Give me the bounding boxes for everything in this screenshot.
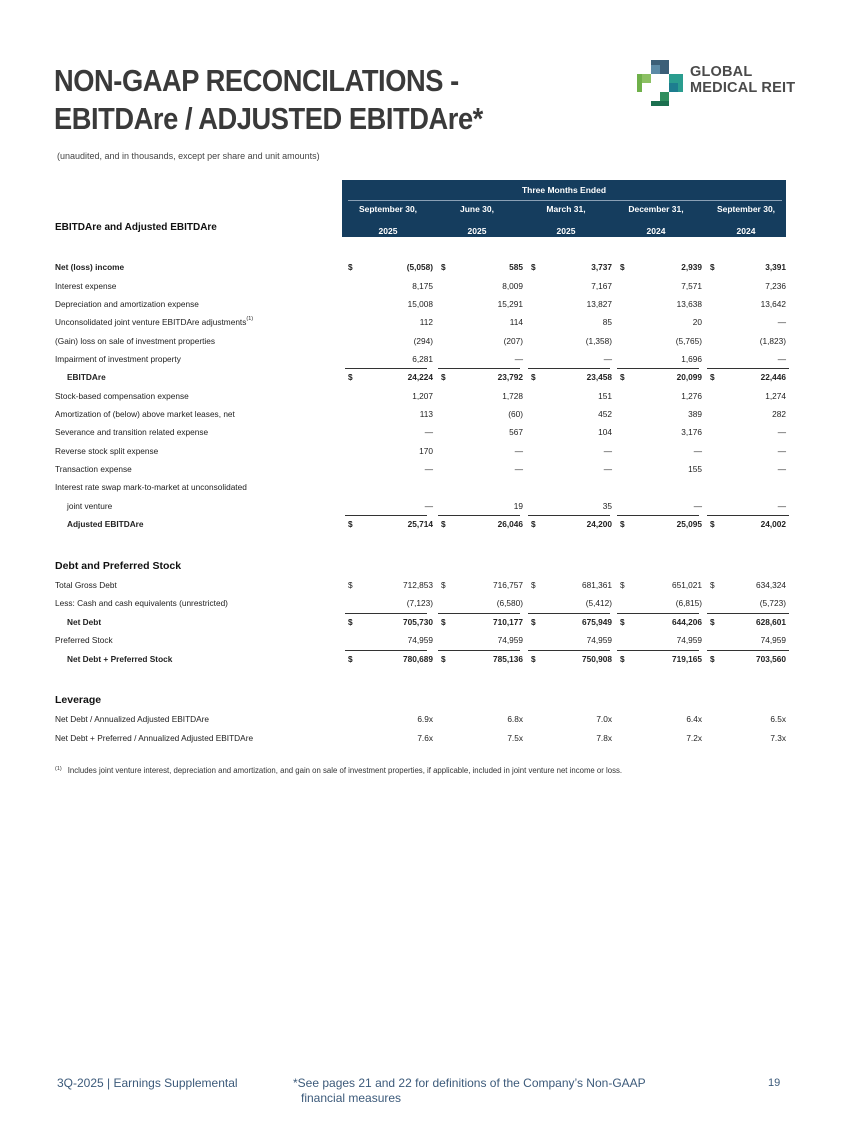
currency-symbol: $	[710, 372, 715, 382]
cell-value: 681,361	[582, 580, 612, 590]
cell-value: 25,714	[407, 519, 433, 529]
row-label	[55, 259, 124, 275]
cell-value: —	[424, 427, 433, 437]
column-header-year: 2025	[556, 226, 576, 236]
cell-value: —	[777, 501, 786, 511]
table-header-period: Three Months Ended	[521, 185, 607, 195]
currency-symbol: $	[348, 654, 353, 664]
cell-value: 1,696	[681, 354, 702, 364]
cell-value: —	[514, 464, 523, 474]
logo-line-2: MEDICAL REIT	[690, 80, 796, 96]
row-label	[55, 351, 181, 367]
row-label	[55, 577, 117, 593]
table-row	[55, 443, 786, 459]
section-title-leverage: Leverage	[55, 694, 102, 706]
currency-symbol: $	[531, 262, 536, 272]
cell-value: (207)	[503, 336, 523, 346]
cell-value: 7.3x	[770, 733, 786, 743]
cell-value: (7,123)	[406, 598, 433, 608]
currency-symbol: $	[441, 617, 446, 627]
cell-value: —	[777, 464, 786, 474]
cell-value: 644,206	[672, 617, 702, 627]
currency-symbol: $	[710, 519, 715, 529]
cell-value: 25,095	[676, 519, 702, 529]
cell-value: 35	[602, 501, 612, 511]
footer-note	[293, 1076, 646, 1106]
cell-value: 74,959	[676, 635, 702, 645]
cell-value: 585	[509, 262, 523, 272]
column-header	[433, 203, 521, 247]
cell-value: 1,274	[765, 391, 786, 401]
table-row	[55, 711, 786, 727]
table-header-rule	[348, 200, 782, 201]
currency-symbol: $	[441, 519, 446, 529]
row-label-text: Net (loss) income	[55, 262, 125, 272]
cell-value: 7,571	[681, 281, 702, 291]
cell-value: —	[777, 354, 786, 364]
cell-value: 112	[419, 317, 433, 327]
cell-value: 1,207	[412, 391, 433, 401]
title-line-2: EBITDAre / ADJUSTED EBITDAre*	[54, 101, 483, 136]
footnote-marker: (1)	[55, 766, 62, 772]
currency-symbol: $	[710, 262, 715, 272]
cell-value: 7.2x	[686, 733, 702, 743]
column-header	[702, 203, 790, 247]
table-row	[55, 424, 786, 440]
currency-symbol: $	[348, 580, 353, 590]
row-label	[55, 632, 113, 648]
cell-value: 675,949	[582, 617, 612, 627]
cell-value: 7,236	[765, 281, 786, 291]
row-label	[55, 730, 253, 746]
column-header-year: 2025	[378, 226, 398, 236]
row-label	[55, 314, 253, 330]
cell-value: —	[603, 354, 612, 364]
row-label-text: Amortization of (below) above market leases, net	[55, 409, 235, 419]
currency-symbol: $	[710, 617, 715, 627]
row-label	[55, 333, 215, 349]
cell-value: 785,136	[493, 654, 523, 664]
row-label	[55, 461, 132, 477]
row-label	[55, 479, 247, 495]
cell-value: 1,728	[502, 391, 523, 401]
cell-value: 716,757	[493, 580, 523, 590]
table-row	[55, 730, 786, 746]
cell-value: 750,908	[582, 654, 612, 664]
table-row	[55, 351, 786, 367]
title-line-1: NON-GAAP RECONCILATIONS -	[54, 63, 459, 98]
column-header	[344, 203, 432, 247]
cell-value: 155	[688, 464, 702, 474]
cell-value: 13,638	[676, 299, 702, 309]
currency-symbol: $	[531, 654, 536, 664]
currency-symbol: $	[620, 519, 625, 529]
cell-value: 7.6x	[417, 733, 433, 743]
currency-symbol: $	[620, 617, 625, 627]
row-label-text: joint venture	[67, 501, 113, 511]
row-label-text: Unconsolidated joint venture EBITDAre adjustments	[55, 317, 247, 327]
cell-value: —	[777, 446, 786, 456]
row-label-text: EBITDAre	[67, 372, 106, 382]
cell-value: 23,458	[586, 372, 612, 382]
cell-value: (1,823)	[759, 336, 786, 346]
column-header-date: June 30,	[459, 204, 495, 214]
table-row	[55, 577, 786, 593]
table-row	[55, 296, 786, 312]
row-label	[55, 711, 209, 727]
cell-value: —	[777, 317, 786, 327]
cell-value: 3,391	[765, 262, 786, 272]
cell-value: 20,099	[676, 372, 702, 382]
row-label-text: Adjusted EBITDAre	[67, 519, 144, 529]
table-row	[55, 595, 786, 611]
table-row	[55, 498, 786, 514]
table-row	[55, 479, 786, 495]
column-header-date: September 30,	[716, 204, 776, 214]
cell-value: 628,601	[756, 617, 786, 627]
cell-value: 23,792	[497, 372, 523, 382]
footnote-ref: (1)	[246, 316, 254, 322]
table-row	[55, 406, 786, 422]
page-number: 19	[768, 1077, 781, 1089]
cell-value: 20	[692, 317, 702, 327]
currency-symbol: $	[348, 519, 353, 529]
column-header-year: 2025	[467, 226, 487, 236]
cell-value: 705,730	[403, 617, 433, 627]
currency-symbol: $	[620, 580, 625, 590]
cell-value: 8,175	[412, 281, 433, 291]
row-label	[55, 595, 228, 611]
cell-value: 104	[598, 427, 612, 437]
cell-value: 6,281	[412, 354, 433, 364]
cell-value: 15,291	[497, 299, 523, 309]
cell-value: 6.9x	[417, 714, 433, 724]
cell-value: (5,058)	[406, 262, 433, 272]
cell-value: 2,939	[681, 262, 702, 272]
cell-value: 8,009	[502, 281, 523, 291]
table-row	[55, 632, 786, 648]
cell-value: 3,176	[681, 427, 702, 437]
cell-value: 13,827	[586, 299, 612, 309]
cell-value: 719,165	[672, 654, 702, 664]
cell-value: 74,959	[586, 635, 612, 645]
cell-value: 7.5x	[507, 733, 523, 743]
row-label-text: Stock-based compensation expense	[55, 391, 189, 401]
cell-value: 710,177	[493, 617, 523, 627]
row-label	[67, 651, 172, 667]
column-header-year: 2024	[646, 226, 666, 236]
row-label	[55, 296, 199, 312]
cell-value: 19	[513, 501, 523, 511]
currency-symbol: $	[620, 654, 625, 664]
cell-value: 26,046	[497, 519, 523, 529]
cell-value: —	[514, 354, 523, 364]
cell-value: —	[514, 446, 523, 456]
column-header	[612, 203, 700, 247]
row-label-text: Depreciation and amortization expense	[55, 299, 199, 309]
cell-value: 13,642	[760, 299, 786, 309]
row-label-text: Net Debt	[67, 617, 102, 627]
footnote-text: Includes joint venture interest, depreciation and amortization, and gain on sale of investment properties, if applicable, included in joint venture net income or loss.	[67, 766, 623, 775]
logo-text	[690, 64, 795, 96]
row-label-text: Reverse stock split expense	[55, 446, 159, 456]
row-label-text: Impairment of investment property	[55, 354, 181, 364]
cell-value: 712,853	[403, 580, 433, 590]
row-label	[67, 614, 101, 630]
footer-left: 3Q-2025 | Earnings Supplemental	[57, 1076, 238, 1090]
row-label-text: Less: Cash and cash equivalents (unrestricted)	[55, 598, 228, 608]
currency-symbol: $	[531, 372, 536, 382]
footer-note-line-2: financial measures	[301, 1091, 402, 1105]
cell-value: (1,358)	[585, 336, 612, 346]
cell-value: (5,412)	[585, 598, 612, 608]
cell-value: 452	[598, 409, 612, 419]
column-header-date: September 30,	[358, 204, 418, 214]
row-label-text: Total Gross Debt	[55, 580, 117, 590]
currency-symbol: $	[620, 262, 625, 272]
currency-symbol: $	[348, 617, 353, 627]
page-title	[54, 62, 483, 138]
table-row	[55, 614, 786, 630]
table-row	[55, 388, 786, 404]
cell-value: (6,815)	[675, 598, 702, 608]
row-label	[67, 516, 144, 532]
table-row	[55, 461, 786, 477]
cell-value: (60)	[508, 409, 523, 419]
row-label	[67, 498, 112, 514]
cell-value: —	[603, 446, 612, 456]
table-row	[55, 333, 786, 349]
cell-value: 114	[509, 317, 523, 327]
cell-value: —	[693, 501, 702, 511]
row-label	[55, 424, 208, 440]
table-row	[55, 278, 786, 294]
row-label-text: Net Debt + Preferred Stock	[67, 654, 173, 664]
column-header-date: March 31,	[546, 204, 586, 214]
cell-value: 6.8x	[507, 714, 523, 724]
row-label-text: Interest rate swap mark-to-market at unconsolidated	[55, 482, 247, 492]
table-row	[55, 259, 786, 275]
cell-value: —	[693, 446, 702, 456]
currency-symbol: $	[620, 372, 625, 382]
cell-value: (5,723)	[759, 598, 786, 608]
footer-note-line-1: *See pages 21 and 22 for definitions of the Company’s Non-GAAP	[293, 1076, 646, 1090]
cell-value: 6.4x	[686, 714, 702, 724]
cell-value: 74,959	[760, 635, 786, 645]
currency-symbol: $	[531, 580, 536, 590]
row-label	[55, 406, 235, 422]
cell-value: 282	[772, 409, 786, 419]
table-row	[55, 369, 786, 385]
cell-value: 24,224	[407, 372, 433, 382]
column-header	[522, 203, 610, 247]
cell-value: 151	[598, 391, 612, 401]
row-label-text: Net Debt + Preferred / Annualized Adjusted EBITDAre	[55, 733, 254, 743]
cell-value: 1,276	[681, 391, 702, 401]
table-row	[55, 516, 786, 532]
row-label-text: Severance and transition related expense	[55, 427, 209, 437]
currency-symbol: $	[710, 580, 715, 590]
subtitle: (unaudited, and in thousands, except per share and unit amounts)	[57, 151, 320, 161]
table-row	[55, 314, 786, 330]
cell-value: 170	[419, 446, 433, 456]
currency-symbol: $	[441, 372, 446, 382]
cell-value: 74,959	[407, 635, 433, 645]
cell-value: (6,580)	[496, 598, 523, 608]
currency-symbol: $	[441, 654, 446, 664]
row-label-text: Net Debt / Annualized Adjusted EBITDAre	[55, 714, 210, 724]
row-label-text: Preferred Stock	[55, 635, 113, 645]
logo-cross-icon	[637, 60, 683, 106]
cell-value: 113	[419, 409, 433, 419]
row-label-text: Interest expense	[55, 281, 117, 291]
cell-value: 651,021	[672, 580, 702, 590]
cell-value: 22,446	[760, 372, 786, 382]
row-label	[55, 443, 158, 459]
cell-value: 6.5x	[770, 714, 786, 724]
cell-value: 634,324	[756, 580, 786, 590]
currency-symbol: $	[441, 262, 446, 272]
logo-line-1: GLOBAL	[690, 64, 753, 80]
column-header-year: 2024	[736, 226, 756, 236]
cell-value: 7,167	[591, 281, 612, 291]
row-label	[67, 369, 106, 385]
cell-value: 85	[602, 317, 612, 327]
currency-symbol: $	[531, 519, 536, 529]
cell-value: —	[777, 427, 786, 437]
cell-value: —	[424, 501, 433, 511]
currency-symbol: $	[348, 262, 353, 272]
cell-value: 74,959	[497, 635, 523, 645]
currency-symbol: $	[710, 654, 715, 664]
row-label	[55, 388, 189, 404]
cell-value: 24,002	[760, 519, 786, 529]
cell-value: —	[424, 464, 433, 474]
cell-value: 3,737	[591, 262, 612, 272]
cell-value: (5,765)	[675, 336, 702, 346]
column-header-date: December 31,	[628, 204, 684, 214]
company-logo	[637, 60, 797, 106]
row-label-text: (Gain) loss on sale of investment properties	[55, 336, 216, 346]
cell-value: 15,008	[407, 299, 433, 309]
cell-value: 24,200	[586, 519, 612, 529]
cell-value: (294)	[413, 336, 433, 346]
cell-value: 389	[688, 409, 702, 419]
cell-value: 567	[509, 427, 523, 437]
cell-value: 780,689	[403, 654, 433, 664]
row-label	[55, 278, 116, 294]
cell-value: 7.0x	[596, 714, 612, 724]
cell-value: —	[603, 464, 612, 474]
table-row	[55, 651, 786, 667]
cell-value: 703,560	[756, 654, 786, 664]
currency-symbol: $	[348, 372, 353, 382]
currency-symbol: $	[441, 580, 446, 590]
currency-symbol: $	[531, 617, 536, 627]
row-label-text: Transaction expense	[55, 464, 132, 474]
footnote	[55, 766, 622, 775]
section-title-debt: Debt and Preferred Stock	[55, 560, 182, 572]
cell-value: 7.8x	[596, 733, 612, 743]
table-title: EBITDAre and Adjusted EBITDAre	[55, 222, 217, 233]
